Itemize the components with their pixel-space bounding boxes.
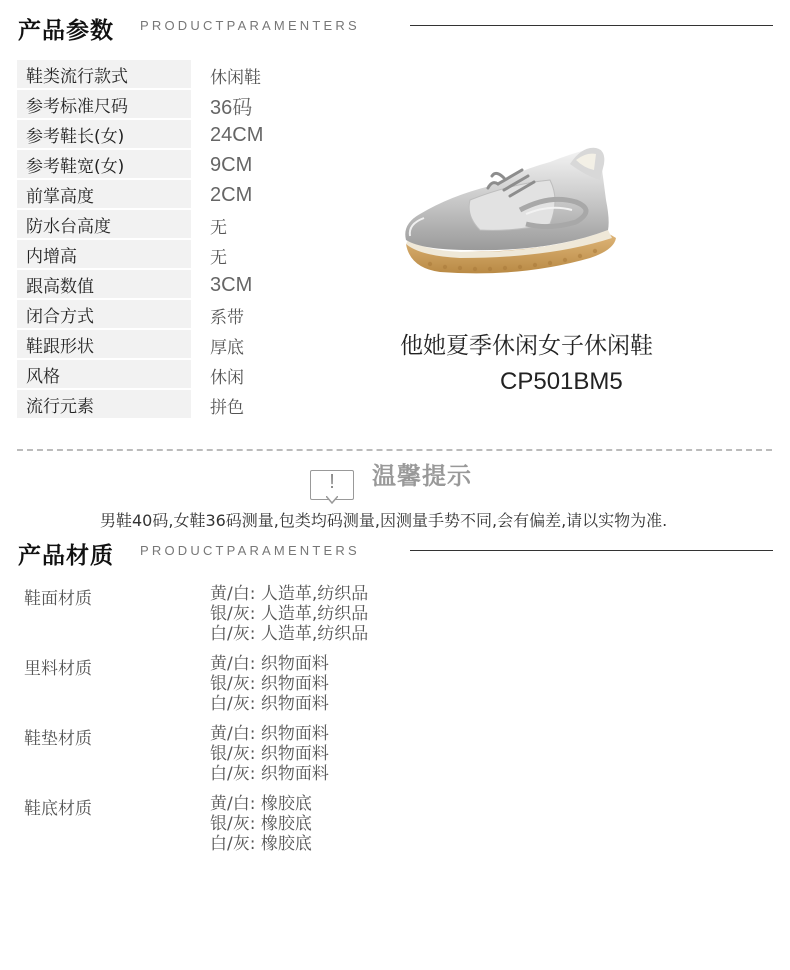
material-value: 白/灰: 人造革,纺织品 <box>210 624 369 644</box>
param-value: 2CM <box>210 183 253 206</box>
exclamation-icon: ! <box>329 471 335 493</box>
params-section-divider <box>410 25 773 26</box>
param-label: 鞋类流行款式 <box>17 60 191 90</box>
param-value: 休闲鞋 <box>210 67 261 88</box>
table-row <box>17 300 287 330</box>
param-label: 风格 <box>17 360 191 390</box>
table-row <box>17 210 287 240</box>
table-row <box>17 390 287 420</box>
table-row <box>17 90 287 120</box>
dashed-divider <box>17 449 772 451</box>
material-values <box>210 584 368 644</box>
material-section-title: 产品材质 <box>18 543 114 569</box>
param-label: 前掌高度 <box>17 180 191 210</box>
material-label: 鞋垫材质 <box>24 729 92 749</box>
params-section-subtitle: PRODUCTPARAMENTERS <box>140 18 360 33</box>
param-value: 3CM <box>210 273 253 296</box>
material-label: 鞋底材质 <box>24 799 92 819</box>
material-value: 白/灰: 织物面料 <box>210 764 329 784</box>
material-label: 鞋面材质 <box>24 589 92 609</box>
param-label: 跟高数值 <box>17 270 191 300</box>
material-value: 白/灰: 织物面料 <box>210 694 329 714</box>
param-value: 休闲 <box>210 367 244 388</box>
table-row <box>17 60 287 90</box>
param-label: 内增高 <box>17 240 191 270</box>
material-value: 白/灰: 橡胶底 <box>210 834 312 854</box>
material-value: 黄/白: 人造革,纺织品 <box>210 584 369 604</box>
params-section-title: 产品参数 <box>18 18 114 44</box>
table-row <box>17 360 287 390</box>
table-row <box>17 150 287 180</box>
material-section-divider <box>410 550 773 551</box>
material-values <box>210 724 329 784</box>
param-value: 无 <box>210 217 227 238</box>
material-value: 银/灰: 橡胶底 <box>210 814 312 834</box>
material-values <box>210 654 329 714</box>
params-table <box>17 60 287 420</box>
param-value: 拼色 <box>210 397 244 418</box>
param-value: 厚底 <box>210 337 244 358</box>
material-value: 黄/白: 织物面料 <box>210 724 329 744</box>
table-row <box>17 240 287 270</box>
param-value: 36码 <box>210 96 253 119</box>
product-code: CP501BM5 <box>500 368 623 395</box>
param-label: 流行元素 <box>17 390 191 420</box>
notice-title: 温馨提示 <box>372 462 472 490</box>
table-row <box>17 270 287 300</box>
speech-tail-icon <box>326 496 338 504</box>
param-value: 系带 <box>210 307 244 328</box>
table-row <box>17 330 287 360</box>
product-name: 他她夏季休闲女子休闲鞋 <box>400 333 653 359</box>
material-label: 里料材质 <box>24 659 92 679</box>
param-value: 24CM <box>210 123 264 146</box>
material-value: 黄/白: 橡胶底 <box>210 794 312 814</box>
material-value: 银/灰: 织物面料 <box>210 674 329 694</box>
param-label: 参考标准尺码 <box>17 90 191 120</box>
material-section-subtitle: PRODUCTPARAMENTERS <box>140 543 360 558</box>
param-label: 防水台高度 <box>17 210 191 240</box>
material-value: 黄/白: 织物面料 <box>210 654 329 674</box>
table-row <box>17 120 287 150</box>
material-value: 银/灰: 人造革,纺织品 <box>210 604 369 624</box>
param-label: 鞋跟形状 <box>17 330 191 360</box>
param-value: 无 <box>210 247 227 268</box>
product-shoe-image <box>400 140 620 290</box>
param-label: 闭合方式 <box>17 300 191 330</box>
param-label: 参考鞋长(女) <box>17 120 191 150</box>
material-values <box>210 794 312 854</box>
table-row <box>17 180 287 210</box>
param-value: 9CM <box>210 153 253 176</box>
notice-text: 男鞋40码,女鞋36码测量,包类均码测量,因测量手势不同,会有偏差,请以实物为准. <box>100 511 668 530</box>
param-label: 参考鞋宽(女) <box>17 150 191 180</box>
material-value: 银/灰: 织物面料 <box>210 744 329 764</box>
